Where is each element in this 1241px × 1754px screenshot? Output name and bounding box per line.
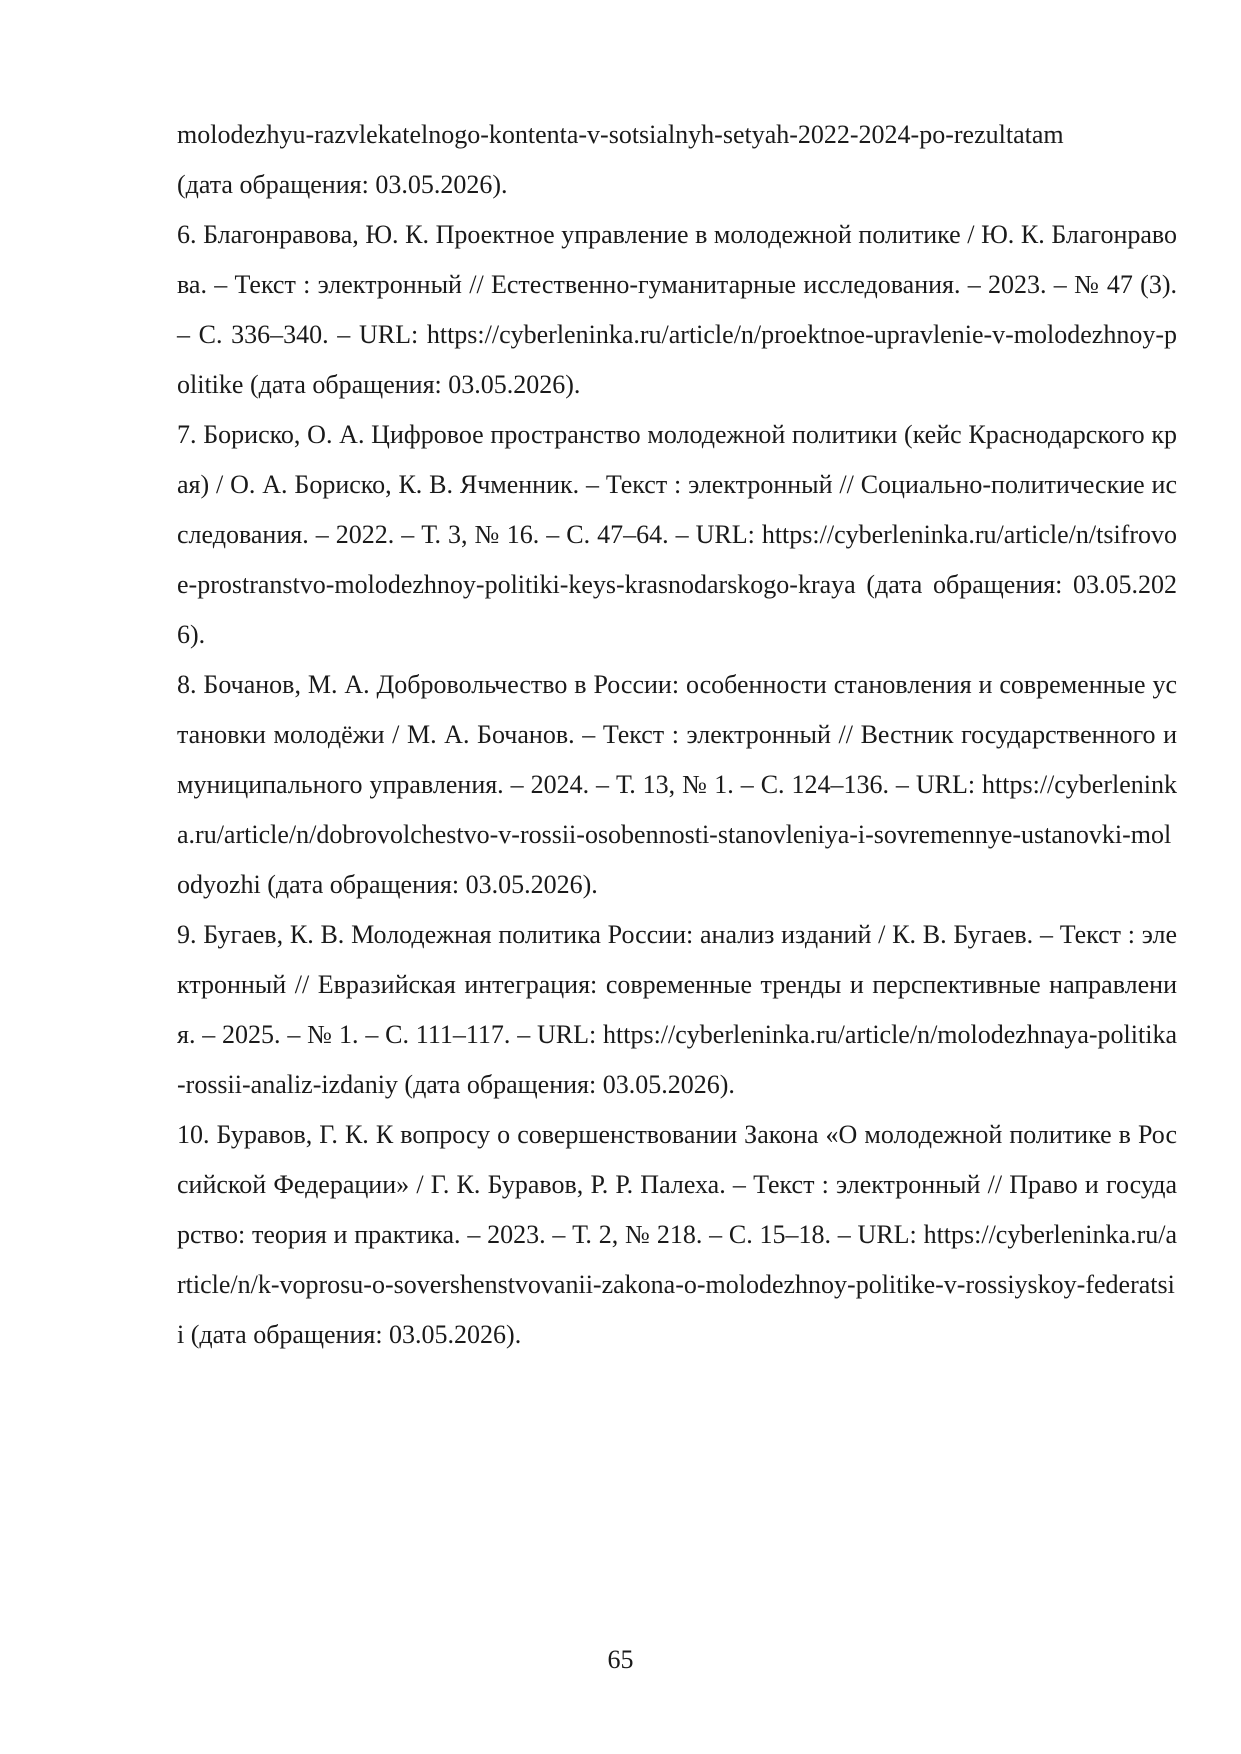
reference-url: https://cyberleninka.ru/article/n/molodezhnaya-politika-rossii-analiz-izdaniy: [177, 1020, 1177, 1099]
reference-list: [177, 110, 1177, 1360]
reference-access-date: (дата обращения: 03.05.2026).: [260, 870, 598, 899]
reference-access-date: (дата обращения: 03.05.2026).: [177, 570, 1177, 649]
reference-text: 10. Буравов, Г. К. К вопросу о совершенствовании Закона «О молодежной политике в Российской Федерации» / Г. К. Буравов, Р. Р. Палеха. – Текст : электронный // Право и государство: теория и практика. – 2023. – Т. 2, № 218. – С. 15–18. – URL:: [177, 1120, 1177, 1249]
reference-item-6: [177, 210, 1177, 410]
reference-text: 8. Бочанов, М. А. Добровольчество в России: особенности становления и современные установки молодёжи / М. А. Бочанов. – Текст : электронный // Вестник государственного и муниципального управления. – 2024. – Т. 13, № 1. – С. 124–136. – URL:: [177, 670, 1177, 799]
reference-item-10: [177, 1110, 1177, 1360]
reference-text: 7. Бориско, О. А. Цифровое пространство молодежной политики (кейс Краснодарского края) / О. А. Бориско, К. В. Ячменник. – Текст : электронный // Социально-политические исследования. – 2022. – Т. 3, № 16. – С. 47–64. – URL:: [177, 420, 1177, 549]
reference-text: 6. Благонравова, Ю. К. Проектное управление в молодежной политике / Ю. К. Благонравова. – Текст : электронный // Естественно-гуманитарные исследования. – 2023. – № 47 (3). – С. 336–340. – URL:: [177, 220, 1177, 349]
reference-url: https://cyberleninka.ru/article/n/proektnoe-upravlenie-v-molodezhnoy-politike: [177, 320, 1177, 399]
reference-url: molodezhyu-razvlekatelnogo-kontenta-v-sotsialnyh-setyah-2022-2024-po-rezultatam: [177, 120, 1064, 149]
reference-item-8: [177, 660, 1177, 910]
reference-item-7: [177, 410, 1177, 660]
reference-url: https://cyberleninka.ru/article/n/k-voprosu-o-sovershenstvovanii-zakona-o-molodezhnoy-politike-v-rossiyskoy-federatsii: [177, 1220, 1177, 1349]
reference-url: https://cyberleninka.ru/article/n/dobrovolchestvo-v-rossii-osobennosti-stanovleniya-i-sovremennye-ustanovki-molodyozhi: [177, 770, 1177, 899]
reference-access-date: (дата обращения: 03.05.2026).: [177, 170, 508, 199]
page-number: 65: [607, 1645, 634, 1674]
reference-access-date: (дата обращения: 03.05.2026).: [243, 370, 581, 399]
reference-access-date: (дата обращения: 03.05.2026).: [397, 1070, 735, 1099]
reference-continuation: [177, 110, 1177, 210]
reference-item-9: [177, 910, 1177, 1110]
reference-text: 9. Бугаев, К. В. Молодежная политика России: анализ изданий / К. В. Бугаев. – Текст : электронный // Евразийская интеграция: современные тренды и перспективные направления. – 2025. – № 1. – С. 111–117. – URL:: [177, 920, 1177, 1049]
reference-url: https://cyberleninka.ru/article/n/tsifrovoe-prostranstvo-molodezhnoy-politiki-keys-krasnodarskogo-kraya: [177, 520, 1177, 599]
reference-access-date: (дата обращения: 03.05.2026).: [184, 1320, 522, 1349]
